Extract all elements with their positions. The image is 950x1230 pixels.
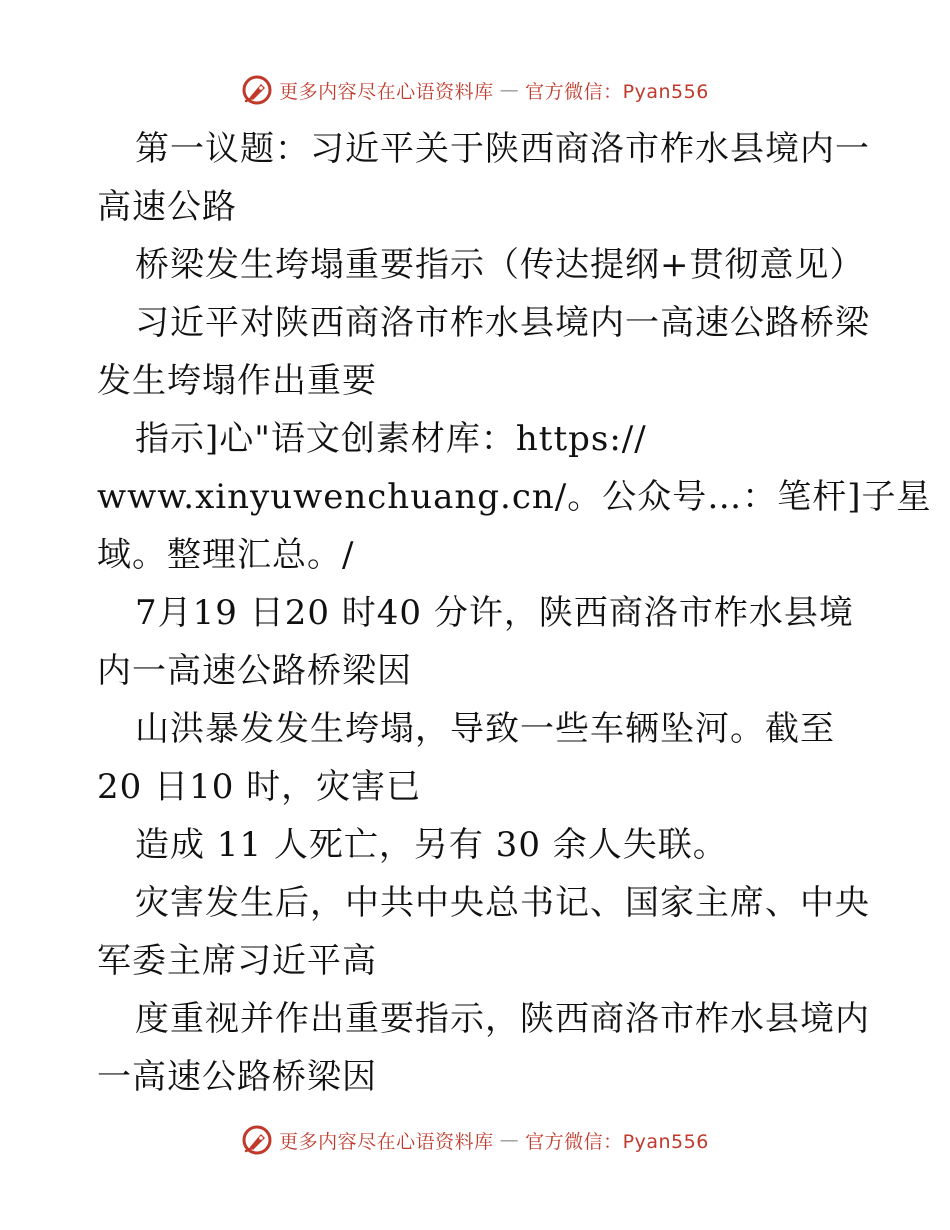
text-line: 高速公路 bbox=[97, 187, 237, 227]
header-banner-content bbox=[241, 74, 709, 106]
header-wechat-text: 官方微信：Pyan556 bbox=[525, 80, 709, 103]
header-separator: — bbox=[499, 79, 520, 101]
text-line: 灾害发生后，中共中央总书记、国家主席、中央 bbox=[135, 883, 870, 923]
text-line: 一高速公路桥梁因 bbox=[97, 1057, 377, 1097]
footer-banner-content bbox=[241, 1124, 709, 1156]
footer-site-text: 更多内容尽在心语资料库 bbox=[279, 1130, 494, 1153]
text-line: 山洪暴发发生垮塌，导致一些车辆坠河。截至 bbox=[135, 709, 835, 749]
text-line: 度重视并作出重要指示，陕西商洛市柞水县境内 bbox=[135, 999, 870, 1039]
text-line: 7月19 日20 时40 分许，陕西商洛市柞水县境 bbox=[135, 593, 854, 633]
text-line: 20 日10 时，灾害已 bbox=[97, 767, 422, 807]
document-body bbox=[97, 120, 932, 1106]
header-site-text: 更多内容尽在心语资料库 bbox=[279, 80, 494, 103]
text-line: 习近平对陕西商洛市柞水县境内一高速公路桥梁 bbox=[135, 303, 870, 343]
text-line: 第一议题：习近平关于陕西商洛市柞水县境内一 bbox=[135, 129, 870, 169]
text-line: 发生垮塌作出重要 bbox=[97, 361, 377, 401]
footer-separator: — bbox=[499, 1129, 520, 1151]
pen-nib-logo-icon bbox=[241, 74, 273, 106]
header-banner bbox=[0, 70, 950, 110]
text-line: 造成 11 人死亡，另有 30 余人失联。 bbox=[135, 825, 728, 865]
footer-banner bbox=[0, 1120, 950, 1160]
text-line: www.xinyuwenchuang.cn/。公众号…：笔杆]子星 bbox=[97, 477, 932, 517]
text-line: 域。整理汇总。/ bbox=[97, 535, 355, 575]
text-line: 桥梁发生垮塌重要指示（传达提纲+贯彻意见） bbox=[135, 245, 865, 285]
text-line: 指示]心"语文创素材库：https:// bbox=[135, 419, 647, 459]
footer-wechat-text: 官方微信：Pyan556 bbox=[525, 1130, 709, 1153]
text-line: 军委主席习近平高 bbox=[97, 941, 377, 981]
pen-nib-logo-icon bbox=[241, 1124, 273, 1156]
text-line: 内一高速公路桥梁因 bbox=[97, 651, 412, 691]
